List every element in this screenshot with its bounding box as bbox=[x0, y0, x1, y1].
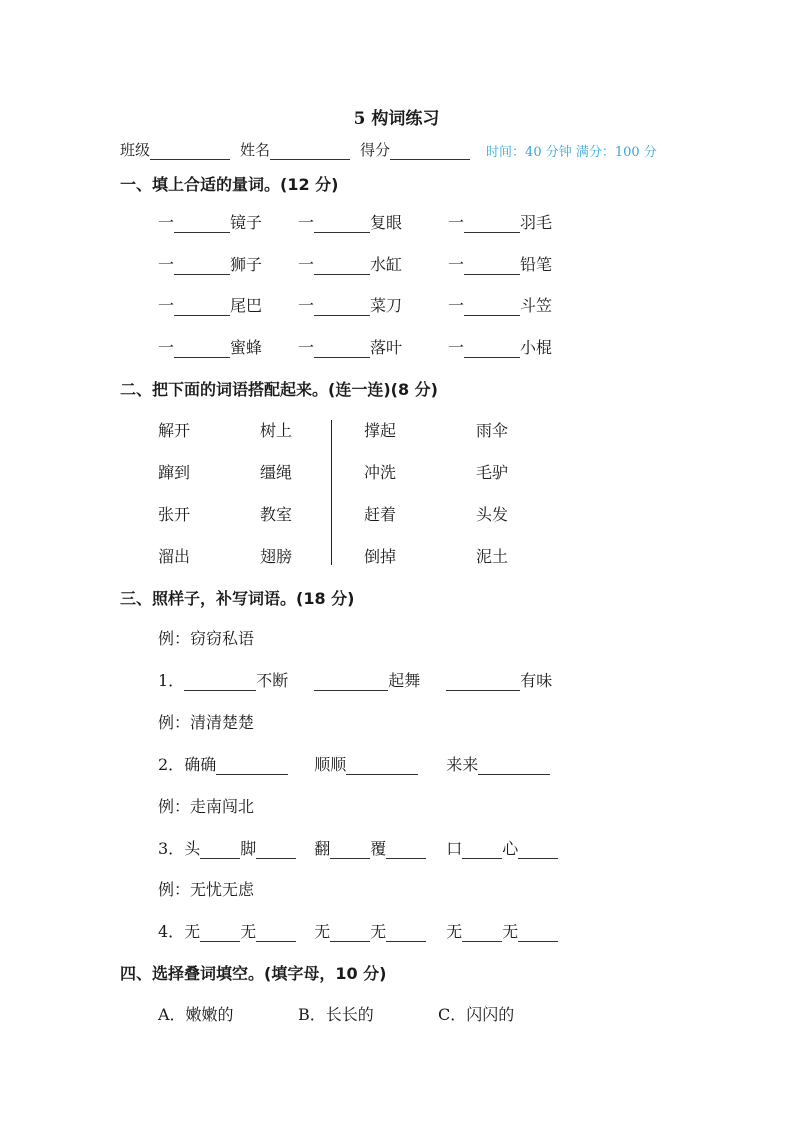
noun: 蜜蜂 bbox=[230, 338, 263, 357]
word-part: 有味 bbox=[520, 671, 553, 690]
prefix: 一 bbox=[298, 338, 315, 357]
word-part: 不断 bbox=[256, 671, 289, 690]
answer-blank[interactable] bbox=[314, 675, 388, 691]
answer-blank[interactable] bbox=[174, 217, 230, 233]
word-part: 无 bbox=[184, 922, 201, 941]
match-word[interactable]: 泥土 bbox=[476, 547, 509, 566]
noun: 羽毛 bbox=[520, 213, 553, 232]
word-part: 无 bbox=[314, 922, 331, 941]
match-group-1-left bbox=[158, 418, 190, 586]
match-word[interactable]: 雨伞 bbox=[476, 421, 509, 440]
word-part: 翻 bbox=[314, 839, 331, 858]
word-part: 口 bbox=[446, 839, 463, 858]
match-word[interactable]: 倒掉 bbox=[364, 547, 397, 566]
prefix: 一 bbox=[448, 296, 465, 315]
word-part: 顺顺 bbox=[314, 755, 347, 774]
question-3 bbox=[158, 836, 558, 859]
noun: 尾巴 bbox=[230, 296, 263, 315]
answer-blank[interactable] bbox=[464, 342, 520, 358]
time-score-meta: 时间：40 分钟 满分：100 分 bbox=[486, 145, 657, 160]
answer-blank[interactable] bbox=[518, 843, 558, 859]
options-row bbox=[158, 1002, 514, 1025]
match-group-2-right bbox=[476, 418, 508, 586]
word-part: 来来 bbox=[446, 755, 479, 774]
match-word[interactable]: 教室 bbox=[260, 505, 293, 524]
page-title: 5 构词练习 bbox=[353, 109, 440, 129]
question-1 bbox=[158, 668, 552, 691]
section-1-row bbox=[158, 293, 552, 316]
match-word[interactable]: 毛驴 bbox=[476, 463, 509, 482]
match-group-2-left bbox=[364, 418, 396, 586]
option-b: B．长长的 bbox=[298, 1005, 374, 1024]
question-2 bbox=[158, 752, 550, 775]
prefix: 一 bbox=[448, 255, 465, 274]
answer-blank[interactable] bbox=[464, 300, 520, 316]
answer-blank[interactable] bbox=[216, 759, 288, 775]
prefix: 一 bbox=[298, 296, 315, 315]
noun: 斗笠 bbox=[520, 296, 553, 315]
question-number: 3． bbox=[158, 839, 185, 858]
match-word[interactable]: 赶着 bbox=[364, 505, 397, 524]
class-label: 班级 bbox=[120, 141, 151, 159]
answer-blank[interactable] bbox=[174, 342, 230, 358]
noun: 落叶 bbox=[370, 338, 403, 357]
word-part: 无 bbox=[370, 922, 387, 941]
word-part: 起舞 bbox=[388, 671, 421, 690]
answer-blank[interactable] bbox=[200, 926, 240, 942]
answer-blank[interactable] bbox=[386, 926, 426, 942]
question-number: 2． bbox=[158, 755, 185, 774]
answer-blank[interactable] bbox=[462, 843, 502, 859]
noun: 水缸 bbox=[370, 255, 403, 274]
prefix: 一 bbox=[158, 338, 175, 357]
example-3: 例：走南闯北 bbox=[158, 797, 255, 816]
section-1-heading: 一、填上合适的量词。(12 分) bbox=[120, 175, 339, 194]
match-group-1-right bbox=[260, 418, 292, 586]
prefix: 一 bbox=[298, 255, 315, 274]
answer-blank[interactable] bbox=[184, 675, 256, 691]
match-word[interactable]: 撑起 bbox=[364, 421, 397, 440]
option-a: A．嫩嫩的 bbox=[158, 1005, 234, 1024]
prefix: 一 bbox=[158, 255, 175, 274]
section-2-heading: 二、把下面的词语搭配起来。(连一连)(8 分) bbox=[120, 380, 438, 399]
answer-blank[interactable] bbox=[518, 926, 558, 942]
match-word[interactable]: 头发 bbox=[476, 505, 509, 524]
noun: 复眼 bbox=[370, 213, 403, 232]
word-part: 无 bbox=[446, 922, 463, 941]
answer-blank[interactable] bbox=[174, 300, 230, 316]
section-3-heading: 三、照样子，补写词语。(18 分) bbox=[120, 589, 355, 608]
match-word[interactable]: 张开 bbox=[158, 505, 191, 524]
answer-blank[interactable] bbox=[446, 675, 520, 691]
answer-blank[interactable] bbox=[200, 843, 240, 859]
score-field[interactable] bbox=[390, 145, 470, 160]
answer-blank[interactable] bbox=[330, 926, 370, 942]
option-c: C．闪闪的 bbox=[438, 1005, 515, 1024]
match-word[interactable]: 缰绳 bbox=[260, 463, 293, 482]
section-1-row bbox=[158, 210, 552, 233]
prefix: 一 bbox=[448, 213, 465, 232]
match-word[interactable]: 冲洗 bbox=[364, 463, 397, 482]
noun: 镜子 bbox=[230, 213, 263, 232]
word-part: 心 bbox=[502, 839, 519, 858]
example-4: 例：无忧无虑 bbox=[158, 880, 255, 899]
match-word[interactable]: 蹿到 bbox=[158, 463, 191, 482]
match-word[interactable]: 溜出 bbox=[158, 547, 191, 566]
name-label: 姓名 bbox=[240, 141, 271, 159]
answer-blank[interactable] bbox=[314, 300, 370, 316]
answer-blank[interactable] bbox=[174, 259, 230, 275]
answer-blank[interactable] bbox=[386, 843, 426, 859]
word-part: 无 bbox=[240, 922, 257, 941]
prefix: 一 bbox=[158, 213, 175, 232]
class-field[interactable] bbox=[150, 145, 230, 160]
question-4 bbox=[158, 919, 558, 942]
section-1-row bbox=[158, 335, 552, 358]
section-4-heading: 四、选择叠词填空。(填字母，10 分) bbox=[120, 964, 387, 983]
answer-blank[interactable] bbox=[330, 843, 370, 859]
answer-blank[interactable] bbox=[314, 342, 370, 358]
answer-blank[interactable] bbox=[464, 217, 520, 233]
word-part: 脚 bbox=[240, 839, 257, 858]
answer-blank[interactable] bbox=[256, 843, 296, 859]
noun: 菜刀 bbox=[370, 296, 403, 315]
answer-blank[interactable] bbox=[478, 759, 550, 775]
group-divider bbox=[331, 420, 332, 565]
example-2: 例：清清楚楚 bbox=[158, 713, 255, 732]
answer-blank[interactable] bbox=[256, 926, 296, 942]
noun: 小棍 bbox=[520, 338, 553, 357]
name-field[interactable] bbox=[270, 145, 350, 160]
prefix: 一 bbox=[158, 296, 175, 315]
example-1: 例：窃窃私语 bbox=[158, 629, 255, 648]
answer-blank[interactable] bbox=[314, 217, 370, 233]
noun: 狮子 bbox=[230, 255, 263, 274]
question-number: 1． bbox=[158, 671, 185, 690]
noun: 铅笔 bbox=[520, 255, 553, 274]
match-word[interactable]: 树上 bbox=[260, 421, 293, 440]
answer-blank[interactable] bbox=[346, 759, 418, 775]
match-word[interactable]: 翅膀 bbox=[260, 547, 293, 566]
score-label: 得分 bbox=[360, 141, 391, 159]
word-part: 无 bbox=[502, 922, 519, 941]
question-number: 4． bbox=[158, 922, 185, 941]
answer-blank[interactable] bbox=[314, 259, 370, 275]
answer-blank[interactable] bbox=[462, 926, 502, 942]
word-part: 头 bbox=[184, 839, 201, 858]
prefix: 一 bbox=[298, 213, 315, 232]
section-1-row bbox=[158, 252, 552, 275]
answer-blank[interactable] bbox=[464, 259, 520, 275]
prefix: 一 bbox=[448, 338, 465, 357]
match-word[interactable]: 解开 bbox=[158, 421, 191, 440]
student-info-row bbox=[120, 139, 657, 160]
word-part: 覆 bbox=[370, 839, 387, 858]
word-part: 确确 bbox=[184, 755, 217, 774]
